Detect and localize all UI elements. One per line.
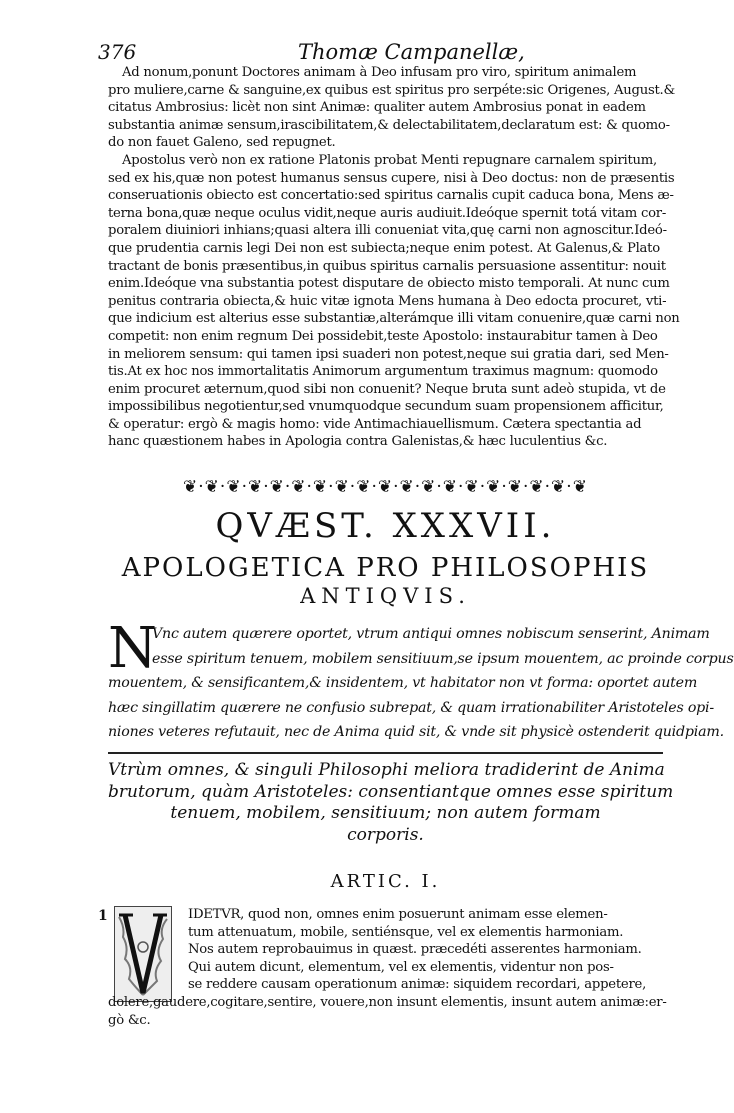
intro-line: hæc singillatim quærere ne confusio subrepat, & quam irrationabiliter Aristoteles opi- xyxy=(108,699,714,716)
decorated-initial-v xyxy=(114,906,172,1002)
text-line: terna bona,quæ neque oculus vidit,neque auris audiuit.Ideóque spernit totá vitam cor- xyxy=(108,205,667,221)
page-header xyxy=(98,40,568,62)
intro-line: mouentem, & sensificantem,& insidentem, vt habitator non vt forma: oportet autem xyxy=(108,675,698,691)
body-line: Qui autem dicunt, elementum, vel ex elementis, videntur non pos- xyxy=(188,959,614,975)
text-line: & operatur: ergò & magis homo: vide Antimachiauellismum. Cætera spectantia ad xyxy=(108,416,642,432)
quaestio-title-2: ANTIQVIS. xyxy=(300,584,471,608)
question-line: Vtrùm omnes, & singuli Philosophi meliora tradiderint de Anima xyxy=(108,760,665,780)
running-head: Thomæ Campanellæ, xyxy=(298,40,525,64)
text-line: que indicium est alterius esse substantiæ,alterámque illi vitam conuenire,quæ carni non xyxy=(108,311,680,327)
drop-cap: N xyxy=(108,616,157,681)
text-line: do non fauet Galeno, sed repugnet. xyxy=(108,135,336,151)
text-line: que prudentia carnis legi Dei non est subiecta;neque enim potest. At Galenus,& Plato xyxy=(108,240,660,256)
question-line: brutorum, quàm Aristoteles: consentiantque omnes esse spiritum xyxy=(108,781,674,802)
intro-line: Vnc autem quærere oportet, vtrum antiqui omnes nobiscum senserint, Animam xyxy=(152,626,710,642)
text-line: impossibilibus negotientur,sed vnumquodque secundum suam propensionem afficitur, xyxy=(108,399,664,415)
intro-line: esse spiritum tenuem, mobilem sensitiuum,se ipsum mouentem, ac proinde corpus xyxy=(152,650,734,667)
text-line: substantia animæ sensum,irascibilitatem,& delectabilitatem,declaratum est: & quomo- xyxy=(108,117,670,133)
text-line: Apostolus verò non ex ratione Platonis probat Menti repugnare carnalem spiritum, xyxy=(122,152,657,168)
quaestio-number: QVÆST. XXXVII. xyxy=(215,506,556,546)
text-line: citatus Ambrosius: licèt non sint Animæ: qualiter autem Ambrosius ponat in eadem xyxy=(108,100,646,116)
decorated-initial-v-icon xyxy=(115,907,171,1001)
text-line: in meliorem sensum: qui tamen ipsi suaderi non potest,neque sui gratia dari, sed Men- xyxy=(108,346,669,362)
body-line: Nos autem reprobauimus in quæst. præcedéti asserentes harmoniam. xyxy=(188,942,642,958)
text-line: poralem diuiniori inhians;quasi altera illi conueniat vita,quę carni non agnoscitur.Ideó- xyxy=(108,223,667,239)
article-question xyxy=(108,760,674,846)
quaestio-title: APOLOGETICA PRO PHILOSOPHIS xyxy=(121,553,650,583)
text-line: pro muliere,carne & sanguine,ex quibus est spiritus pro serpéte:sic Origenes, August.& xyxy=(108,82,675,98)
text-line: tis.At ex hoc nos immortalitatis Animorum argumentum traximus magnum: quomodo xyxy=(108,364,658,380)
intro-line: niones veteres refutauit, nec de Anima quid sit, & vnde sit physicè ostenderit quidpiam. xyxy=(108,724,724,740)
body-line: se reddere causam operationum animæ: siquidem recordari, appetere, xyxy=(188,977,647,993)
text-line: enim procuret æternum,quod sibi non conuenit? Neque bruta sunt adeò stupida, vt de xyxy=(108,381,666,397)
text-line: conseruationis obiecto est concertatio:sed spiritus carnalis cupit caduca bona, Mens æ- xyxy=(108,188,674,204)
text-line: hanc quæstionem habes in Apologia contra Galenistas,& hæc luculentius &c. xyxy=(108,434,608,450)
body-line: IDETVR, quod non, omnes enim posuerunt animam esse elemen- xyxy=(188,907,608,922)
ornament-border: ❦·❦·❦·❦·❦·❦·❦·❦·❦·❦·❦·❦·❦·❦·❦·❦·❦·❦·❦ xyxy=(183,477,588,497)
page-number: 376 xyxy=(98,40,137,64)
body-line: tum attenuatum, mobile, sentiénsque, vel ex elementis harmoniam. xyxy=(188,924,624,940)
body-line: gò &c. xyxy=(108,1012,151,1028)
text-line: competit: non enim regnum Dei possidebit,teste Apostolo: instaurabitur tamen à Deo xyxy=(108,328,658,344)
divider-rule xyxy=(108,752,663,754)
text-line: sed ex his,quæ non potest humanus sensus cupere, nisi à Deo doctus: non de præsentis xyxy=(108,170,675,186)
top-text-block xyxy=(108,64,680,451)
text-line: tractant de bonis præsentibus,in quibus spiritus carnalis persuasione assentitur: nouit xyxy=(108,258,666,274)
question-line: tenuem, mobilem, sensitiuum; non autem formam xyxy=(170,803,601,823)
margin-number: 1 xyxy=(98,908,108,924)
intro-paragraph xyxy=(108,616,734,745)
article-heading: ARTIC. I. xyxy=(330,871,441,892)
text-line: Ad nonum,ponunt Doctores animam à Deo infusam pro viro, spiritum animalem xyxy=(122,65,637,80)
text-line: penitus contraria obiecta,& huic vitæ ignota Mens humana à Deo edocta procuret, vti- xyxy=(108,293,667,309)
text-line: enim.Ideóque vna substantia potest disputare de obiecto misto temporali. At nunc cum xyxy=(108,276,670,292)
question-line: corporis. xyxy=(347,824,424,845)
body-line: dolere,gaudere,cogitare,sentire, vouere,non insunt elementis, insunt autem animæ:er- xyxy=(108,995,667,1010)
